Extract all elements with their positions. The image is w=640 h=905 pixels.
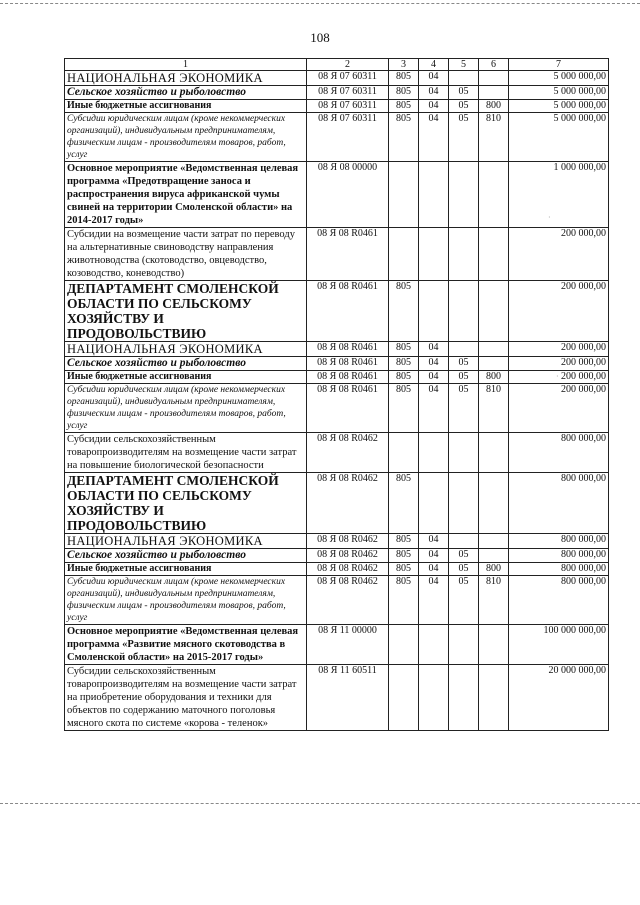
vr-cell: [479, 549, 509, 563]
csr-cell: 08 Я 07 60311: [307, 86, 389, 100]
table-body: [65, 71, 609, 731]
csr-cell: 08 Я 08 R0461: [307, 281, 389, 342]
rz-cell: 04: [419, 100, 449, 113]
header-col-2: 2: [307, 59, 389, 71]
grbs-cell: [389, 433, 419, 473]
pr-cell: [449, 433, 479, 473]
name-cell: Сельское хозяйство и рыболовство: [65, 357, 307, 371]
rz-cell: 04: [419, 342, 449, 357]
name-cell: Субсидии юридическим лицам (кроме некоммерческих организаций), индивидуальным предпринимателям, физическим лицам - производителям товаров, работ, услуг: [65, 113, 307, 162]
vr-cell: 800: [479, 371, 509, 384]
table-row: [65, 371, 609, 384]
header-col-6: 6: [479, 59, 509, 71]
sum-cell: 800 000,00: [509, 576, 609, 625]
vr-cell: [479, 71, 509, 86]
sum-cell: 5 000 000,00: [509, 86, 609, 100]
table-row: [65, 433, 609, 473]
name-cell: ДЕПАРТАМЕНТ СМОЛЕНСКОЙ ОБЛАСТИ ПО СЕЛЬСКОМУ ХОЗЯЙСТВУ И ПРОДОВОЛЬСТВИЮ: [65, 473, 307, 534]
rz-cell: [419, 281, 449, 342]
pr-cell: 05: [449, 576, 479, 625]
csr-cell: 08 Я 08 R0461: [307, 228, 389, 281]
table-row: [65, 563, 609, 576]
rz-cell: 04: [419, 534, 449, 549]
table-row: [65, 549, 609, 563]
vr-cell: [479, 281, 509, 342]
sum-cell: 5 000 000,00: [509, 100, 609, 113]
name-cell: Основное мероприятие «Ведомственная целевая программа «Развитие мясного скотоводства в Смоленской области» на 2015-2017 годы»: [65, 625, 307, 665]
name-cell: Сельское хозяйство и рыболовство: [65, 549, 307, 563]
sum-cell: 200 000,00: [509, 357, 609, 371]
rz-cell: [419, 625, 449, 665]
grbs-cell: 805: [389, 100, 419, 113]
name-cell: Субсидии сельскохозяйственным товаропроизводителям на возмещение части затрат на приобретение оборудования и техники для объектов по содержанию маточного поголовья мясного скота по системе «корова - теленок»: [65, 665, 307, 731]
rz-cell: 04: [419, 576, 449, 625]
vr-cell: [479, 162, 509, 228]
csr-cell: 08 Я 07 60311: [307, 71, 389, 86]
sum-cell: 100 000 000,00: [509, 625, 609, 665]
table-row: [65, 534, 609, 549]
header-col-4: 4: [419, 59, 449, 71]
pr-cell: [449, 625, 479, 665]
pr-cell: [449, 473, 479, 534]
name-cell: НАЦИОНАЛЬНАЯ ЭКОНОМИКА: [65, 342, 307, 357]
vr-cell: 810: [479, 113, 509, 162]
table-row: [65, 113, 609, 162]
rz-cell: 04: [419, 563, 449, 576]
rz-cell: 04: [419, 384, 449, 433]
table-row: [65, 625, 609, 665]
grbs-cell: 805: [389, 563, 419, 576]
rz-cell: [419, 433, 449, 473]
name-cell: Иные бюджетные ассигнования: [65, 371, 307, 384]
name-cell: ДЕПАРТАМЕНТ СМОЛЕНСКОЙ ОБЛАСТИ ПО СЕЛЬСКОМУ ХОЗЯЙСТВУ И ПРОДОВОЛЬСТВИЮ: [65, 281, 307, 342]
rz-cell: [419, 228, 449, 281]
grbs-cell: [389, 228, 419, 281]
sum-cell: 800 000,00: [509, 473, 609, 534]
sum-cell: 5 000 000,00: [509, 71, 609, 86]
vr-cell: 800: [479, 563, 509, 576]
csr-cell: 08 Я 08 R0462: [307, 549, 389, 563]
scan-speck: ·: [556, 372, 559, 381]
pr-cell: 05: [449, 100, 479, 113]
pr-cell: [449, 281, 479, 342]
pr-cell: 05: [449, 563, 479, 576]
table-row: [65, 576, 609, 625]
grbs-cell: [389, 162, 419, 228]
header-col-1: 1: [65, 59, 307, 71]
rz-cell: 04: [419, 113, 449, 162]
budget-table: [64, 58, 609, 731]
grbs-cell: 805: [389, 113, 419, 162]
vr-cell: [479, 357, 509, 371]
rz-cell: 04: [419, 86, 449, 100]
vr-cell: [479, 625, 509, 665]
vr-cell: [479, 473, 509, 534]
vr-cell: [479, 342, 509, 357]
grbs-cell: 805: [389, 384, 419, 433]
grbs-cell: [389, 625, 419, 665]
sum-cell: 200 000,00: [509, 371, 609, 384]
table-row: [65, 228, 609, 281]
rz-cell: [419, 665, 449, 731]
sum-cell: 5 000 000,00: [509, 113, 609, 162]
table-row: [65, 281, 609, 342]
table-row: [65, 665, 609, 731]
rz-cell: [419, 162, 449, 228]
vr-cell: 810: [479, 384, 509, 433]
grbs-cell: 805: [389, 576, 419, 625]
pr-cell: [449, 665, 479, 731]
csr-cell: 08 Я 08 R0462: [307, 433, 389, 473]
header-col-7: 7: [509, 59, 609, 71]
table-row: [65, 357, 609, 371]
vr-cell: [479, 228, 509, 281]
sum-cell: 200 000,00: [509, 342, 609, 357]
pr-cell: [449, 162, 479, 228]
csr-cell: 08 Я 08 00000: [307, 162, 389, 228]
header-col-5: 5: [449, 59, 479, 71]
name-cell: Субсидии на возмещение части затрат по переводу на альтернативные свиноводству направления животноводства (скотоводство, овцеводство, козоводство, коневодство): [65, 228, 307, 281]
sum-cell: 1 000 000,00: [509, 162, 609, 228]
name-cell: Субсидии сельскохозяйственным товаропроизводителям на возмещение части затрат на повышение биологической безопасности: [65, 433, 307, 473]
csr-cell: 08 Я 08 R0462: [307, 563, 389, 576]
grbs-cell: 805: [389, 357, 419, 371]
pr-cell: 05: [449, 86, 479, 100]
grbs-cell: 805: [389, 342, 419, 357]
pr-cell: [449, 534, 479, 549]
rz-cell: 04: [419, 357, 449, 371]
table-row: [65, 71, 609, 86]
csr-cell: 08 Я 08 R0462: [307, 576, 389, 625]
sum-cell: 800 000,00: [509, 549, 609, 563]
pr-cell: 05: [449, 113, 479, 162]
pr-cell: 05: [449, 549, 479, 563]
csr-cell: 08 Я 08 R0461: [307, 371, 389, 384]
table-header-row: [65, 59, 609, 71]
table-row: [65, 384, 609, 433]
grbs-cell: 805: [389, 473, 419, 534]
rz-cell: 04: [419, 371, 449, 384]
sum-cell: 800 000,00: [509, 433, 609, 473]
scan-border-bottom: [0, 803, 640, 804]
csr-cell: 08 Я 07 60311: [307, 113, 389, 162]
csr-cell: 08 Я 08 R0461: [307, 357, 389, 371]
csr-cell: 08 Я 07 60311: [307, 100, 389, 113]
csr-cell: 08 Я 08 R0462: [307, 534, 389, 549]
vr-cell: 810: [479, 576, 509, 625]
name-cell: Иные бюджетные ассигнования: [65, 100, 307, 113]
grbs-cell: 805: [389, 534, 419, 549]
grbs-cell: 805: [389, 281, 419, 342]
vr-cell: [479, 86, 509, 100]
sum-cell: 20 000 000,00: [509, 665, 609, 731]
name-cell: Субсидии юридическим лицам (кроме некоммерческих организаций), индивидуальным предпринимателям, физическим лицам - производителям товаров, работ, услуг: [65, 384, 307, 433]
pr-cell: [449, 71, 479, 86]
pr-cell: 05: [449, 357, 479, 371]
grbs-cell: 805: [389, 86, 419, 100]
page-number: 108: [310, 30, 330, 45]
grbs-cell: 805: [389, 549, 419, 563]
name-cell: Иные бюджетные ассигнования: [65, 563, 307, 576]
vr-cell: [479, 665, 509, 731]
scan-speck: ·: [548, 213, 551, 222]
sum-cell: 200 000,00: [509, 384, 609, 433]
table-row: [65, 100, 609, 113]
name-cell: Сельское хозяйство и рыболовство: [65, 86, 307, 100]
sum-cell: 200 000,00: [509, 228, 609, 281]
name-cell: НАЦИОНАЛЬНАЯ ЭКОНОМИКА: [65, 71, 307, 86]
pr-cell: [449, 342, 479, 357]
csr-cell: 08 Я 11 60511: [307, 665, 389, 731]
table-row: [65, 473, 609, 534]
sum-cell: 200 000,00: [509, 281, 609, 342]
pr-cell: 05: [449, 384, 479, 433]
rz-cell: 04: [419, 549, 449, 563]
table-row: [65, 342, 609, 357]
csr-cell: 08 Я 08 R0462: [307, 473, 389, 534]
vr-cell: 800: [479, 100, 509, 113]
name-cell: НАЦИОНАЛЬНАЯ ЭКОНОМИКА: [65, 534, 307, 549]
rz-cell: [419, 473, 449, 534]
csr-cell: 08 Я 08 R0461: [307, 342, 389, 357]
csr-cell: 08 Я 11 00000: [307, 625, 389, 665]
sum-cell: 800 000,00: [509, 563, 609, 576]
header-col-3: 3: [389, 59, 419, 71]
pr-cell: [449, 228, 479, 281]
grbs-cell: 805: [389, 71, 419, 86]
grbs-cell: [389, 665, 419, 731]
name-cell: Основное мероприятие «Ведомственная целевая программа «Предотвращение заноса и распространения вируса африканской чумы свиней на территории Смоленской области» на 2014-2017 годы»: [65, 162, 307, 228]
vr-cell: [479, 534, 509, 549]
table-row: [65, 162, 609, 228]
grbs-cell: 805: [389, 371, 419, 384]
pr-cell: 05: [449, 371, 479, 384]
table-row: [65, 86, 609, 100]
scan-border-top: [0, 3, 640, 4]
name-cell: Субсидии юридическим лицам (кроме некоммерческих организаций), индивидуальным предпринимателям, физическим лицам - производителям товаров, работ, услуг: [65, 576, 307, 625]
vr-cell: [479, 433, 509, 473]
rz-cell: 04: [419, 71, 449, 86]
csr-cell: 08 Я 08 R0461: [307, 384, 389, 433]
sum-cell: 800 000,00: [509, 534, 609, 549]
